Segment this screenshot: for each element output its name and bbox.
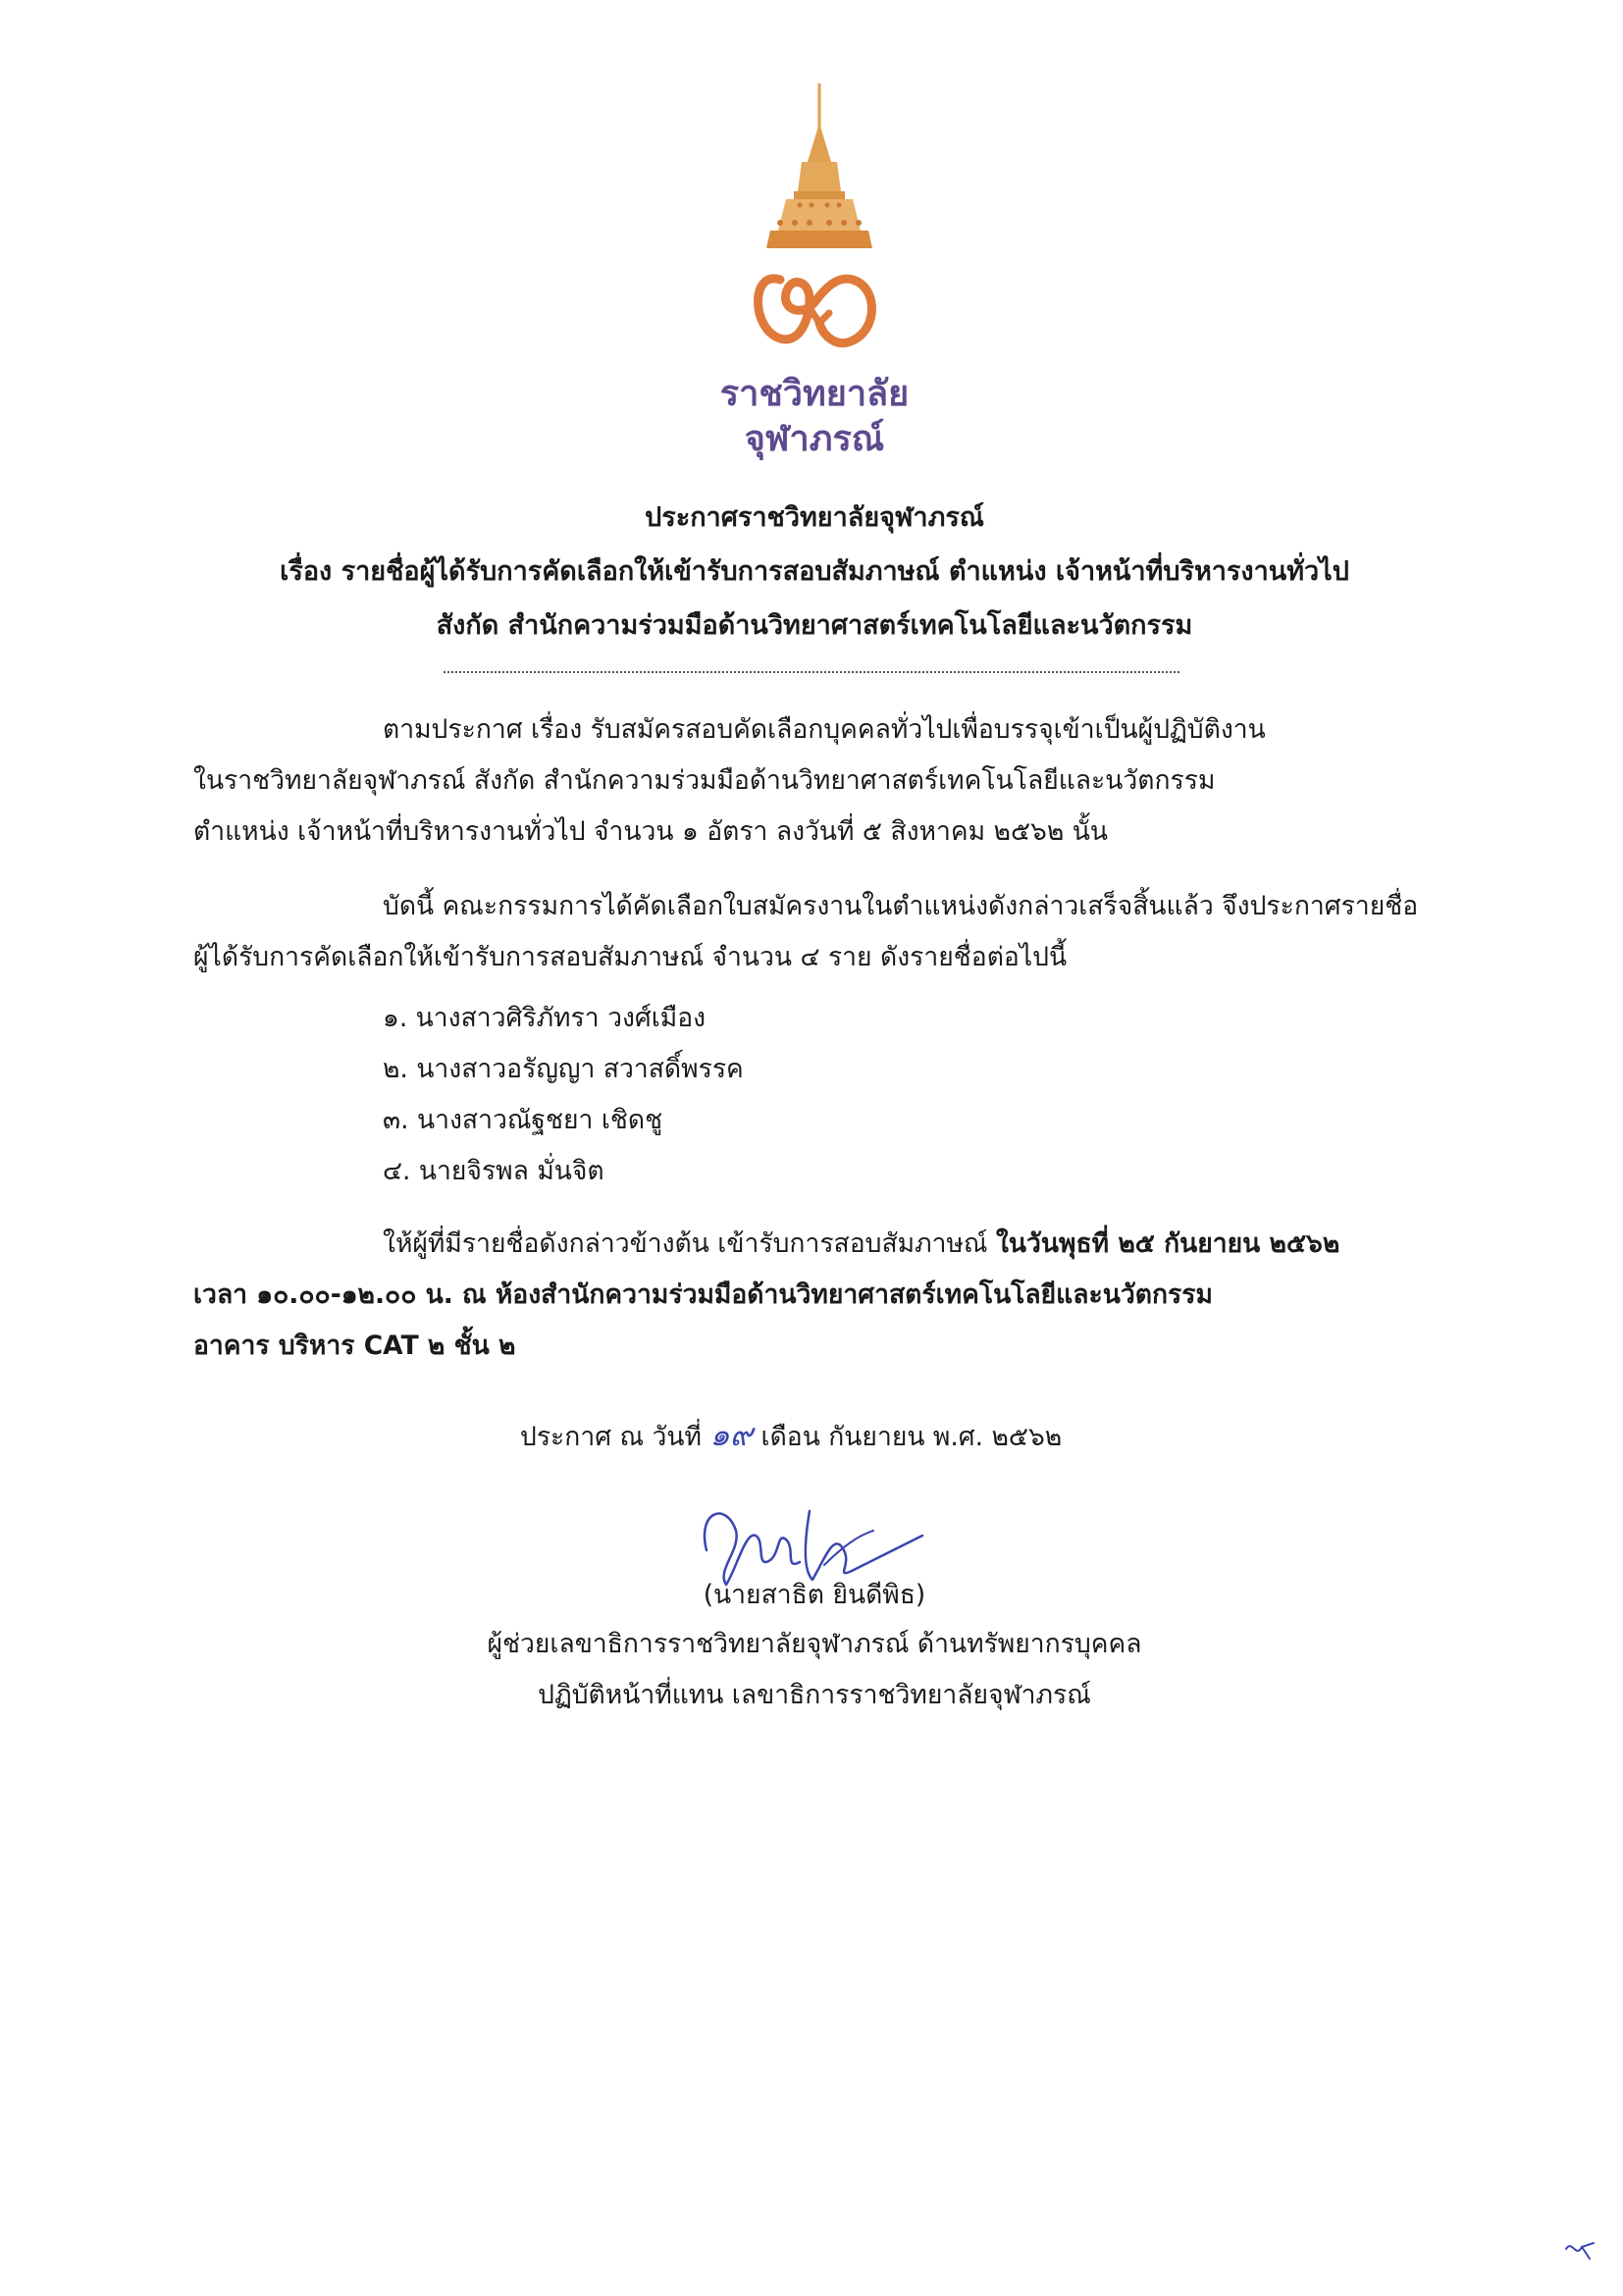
- para1-line3: ตำแหน่ง เจ้าหน้าที่บริหารงานทั่วไป จำนวน ๑ อัตรา ลงวันที่ ๕ สิงหาคม ๒๕๖๒ นั้น: [193, 816, 1108, 847]
- para3-line1: [383, 1219, 1339, 1270]
- para3-line1-normal: ให้ผู้ที่มีรายชื่อดังกล่าวข้างต้น เข้ารับการสอบสัมภาษณ์: [383, 1228, 996, 1259]
- candidate-item: ๒. นางสาวอรัญญา สวาสดิ์พรรค: [383, 1054, 744, 1084]
- signatory-position-line1: ผู้ช่วยเลขาธิการราชวิทยาลัยจุฬาภรณ์ ด้านทรัพยากรบุคคล: [487, 1629, 1142, 1659]
- para1-line2: ในราชวิทยาลัยจุฬาภรณ์ สังกัด สำนักความร่วมมือด้านวิทยาศาสตร์เทคโนโลยีและนวัตกรรม: [193, 765, 1216, 796]
- interview-time-place: เวลา ๑๐.๐๐-๑๒.๐๐ น. ณ ห้องสำนักความร่วมมือด้านวิทยาศาสตร์เทคโนโลยีและนวัตกรรม: [193, 1279, 1213, 1310]
- announcement-date-suffix: เดือน กันยายน พ.ศ. ๒๕๖๒: [753, 1422, 1063, 1452]
- interview-building: อาคาร บริหาร CAT ๒ ชั้น ๒: [193, 1331, 516, 1361]
- announcement-date: [520, 1409, 1062, 1463]
- candidate-item: ๑. นางสาวศิริภัทรา วงศ์เมือง: [383, 1003, 707, 1033]
- para2-line1: บัดนี้ คณะกรรมการได้คัดเลือกใบสมัครงานในตำแหน่งดังกล่าวเสร็จสิ้นแล้ว จึงประกาศรายชื่อ: [383, 891, 1419, 921]
- candidate-item: ๔. นายจิรพล มั่นจิต: [383, 1156, 604, 1186]
- interview-date: ในวันพุธที่ ๒๕ กันยายน ๒๕๖๒: [995, 1228, 1340, 1259]
- para2-line2: ผู้ได้รับการคัดเลือกให้เข้ารับการสอบสัมภาษณ์ จำนวน ๔ ราย ดังรายชื่อต่อไปนี้: [193, 942, 1068, 972]
- signatory-position-line2: ปฏิบัติหน้าที่แทน เลขาธิการราชวิทยาลัยจุฬาภรณ์: [538, 1680, 1091, 1710]
- announcement-affiliation: สังกัด สำนักความร่วมมือด้านวิทยาศาสตร์เทคโนโลยีและนวัตกรรม: [436, 610, 1193, 641]
- para1-line1: ตามประกาศ เรื่อง รับสมัครสอบคัดเลือกบุคคลทั่วไปเพื่อบรรจุเข้าเป็นผู้ปฏิบัติงาน: [383, 714, 1266, 745]
- announcement-date-prefix: ประกาศ ณ วันที่: [520, 1422, 710, 1452]
- title-divider: [444, 671, 1179, 673]
- institution-logo: [751, 83, 888, 378]
- initial-mark: [1560, 2229, 1599, 2269]
- announcement-title: ประกาศราชวิทยาลัยจุฬาภรณ์: [645, 502, 984, 533]
- signatory-name: (นายสาธิต ยินดีพิธ): [703, 1580, 926, 1610]
- logo-name-line1: ราชวิทยาลัย: [719, 374, 910, 414]
- announcement-subject: เรื่อง รายชื่อผู้ได้รับการคัดเลือกให้เข้ารับการสอบสัมภาษณ์ ตำแหน่ง เจ้าหน้าที่บริหารงานทั่วไป: [280, 556, 1349, 587]
- logo-name-line2: จุฬาภรณ์: [744, 419, 885, 459]
- candidate-item: ๓. นางสาวณัฐชยา เชิดชู: [383, 1105, 663, 1135]
- announcement-day-handwritten: ๑๙: [709, 1416, 754, 1453]
